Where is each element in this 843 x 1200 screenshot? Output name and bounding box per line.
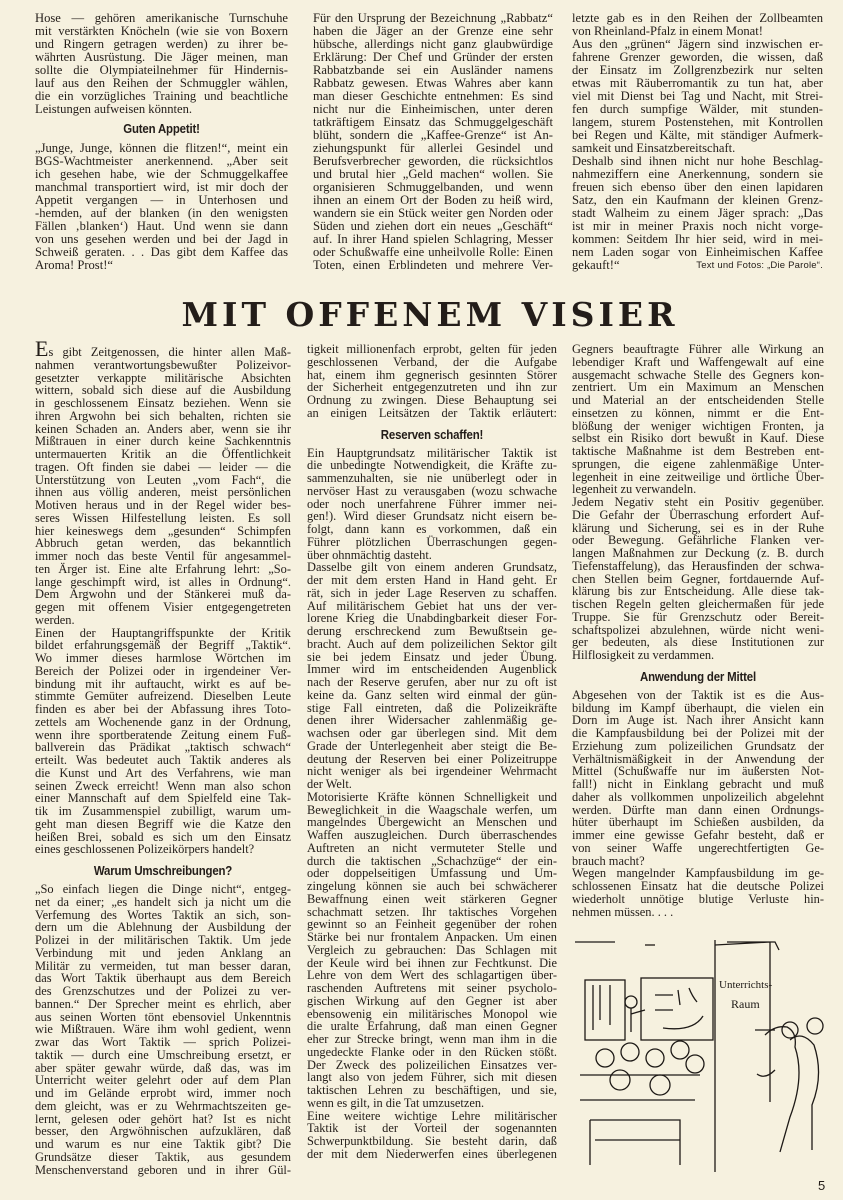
text-line: immer eine gewisse Gefahr besteht, daß er xyxy=(572,828,824,842)
text-line: Die Gefahr der Überraschung erfordert Auf- xyxy=(572,507,824,522)
text-line: Leistungen aufweisen könnten. xyxy=(35,102,193,116)
text-line: Rabbatzbande sei ein Ausländer namens xyxy=(313,63,553,77)
text-line: die ein vorzügliches Training und beachtliche xyxy=(35,89,288,103)
text-line: Vergleich zu gebrauchen: Das Schlagen mit xyxy=(307,942,557,957)
text-line: finden es aber bei der Abfassung ihres Toto- xyxy=(35,702,291,716)
text-line: Aroma! Prost!“ xyxy=(35,258,113,272)
text-line: Bereich der Polizei oder in irgendeiner Ver- xyxy=(35,663,291,678)
text-line: wenn es gilt, in die Tat umzusetzen. xyxy=(307,1095,485,1110)
text-line: Jedem Negativ steht ein Positiv gegenüber. xyxy=(572,495,824,509)
text-line: die Kampfausbildung bei der Polizei mit der xyxy=(572,726,824,740)
text-line: Abbruch getan werden, das bekanntlich xyxy=(35,536,291,551)
text-line: von Rheinland-Pfalz in einem Monat! xyxy=(572,24,763,38)
text-line: gewinnt so an Feinheit gegenüber der rohen xyxy=(307,917,557,932)
text-line: gischen Wirkung auf den Gegner ist aber xyxy=(307,993,557,1008)
text-line: fahrene Grenzer geworden, die wissen, daß xyxy=(572,50,823,64)
text-line: Rabbatz gewesen. Etwas Wahres aber kann xyxy=(313,76,553,90)
text-line: ebensowenig ein militärisches Monopol wie xyxy=(307,1006,557,1021)
text-line: untermauerten Kritik an die Öffentlichkeit xyxy=(35,447,291,461)
text-line: manchmal transportiert wird, ist mir doch der xyxy=(35,180,288,194)
paragraph xyxy=(307,1110,557,1161)
text-line: oder doppelseitigen Umfassung und Um- xyxy=(307,866,557,881)
text-line: ungedeckte Flanke oder in den Rücken stößt. xyxy=(307,1044,557,1059)
text-line: Abgesehen von der Taktik ist es die Aus- xyxy=(572,687,824,702)
text-line: viel mit Dienst bei Tag und Nacht, mit Strei- xyxy=(572,89,823,103)
text-line: Verfemung des Wortes Taktik an sich, son- xyxy=(35,907,291,922)
text-line: keine da. Ganz selten wird einmal der gün- xyxy=(307,687,557,702)
paragraph xyxy=(35,627,291,857)
text-line: Fällen ‚blanken‘) Haut. Und wenn sie dann xyxy=(35,219,288,233)
text-line: mangelndes Übergewicht an Menschen und xyxy=(307,815,557,830)
text-line: lernt, gelesen oder gehört hat? Ist es nicht xyxy=(35,1111,291,1126)
text-line: heißen Brei, sobald es sich um den Einsatz xyxy=(35,829,291,844)
text-line: bindung mit ihr auftaucht, wirkt es auf be- xyxy=(35,676,291,691)
text-line: etwas mit Räuberromantik zu tun hat, aber xyxy=(572,76,823,90)
text-line: aber später gewahr würde, daß das, was im xyxy=(35,1060,291,1075)
text-line: -hemden, auf der blanken (in den wenigsten xyxy=(35,206,288,220)
text-line: mit verstärkten Knöcheln (wie sie von Boxern xyxy=(35,24,288,38)
text-line: sammenzuhalten, sie nie unüberlegt oder in xyxy=(307,471,557,485)
text-line: lebendiger Kraft und Waffengewalt auf eine xyxy=(572,354,824,369)
text-line: taktischen Lehren zu beschäftigen, und sie, xyxy=(307,1083,557,1097)
paragraph xyxy=(307,791,557,1110)
text-line: Wo immer dieses harmlose Wörtchen im xyxy=(35,651,291,665)
text-line: zingelung können sie auch bei schwächerer xyxy=(307,879,557,893)
text-line: die Kunst und Art des Verfahrens, wie man xyxy=(35,765,291,780)
text-line: daher als vollkommen unpolizeilich abgelehnt xyxy=(572,789,824,804)
text-line: Appetit vergangen — in Unterhosen und xyxy=(35,193,288,207)
text-line: nervöser Hast zu verausgaben (wozu schwache xyxy=(307,483,557,498)
text-line: bildung im Kampf überhaupt, die vielen ein xyxy=(572,700,824,715)
text-line: bei Regen und Kälte, mit ständiger Aufmerk- xyxy=(572,128,823,142)
text-line: stimmte Gemüter aufreizend. Dieselben Leute xyxy=(35,689,291,704)
text-line: Menschenverstand geboren und in ihrer Gül- xyxy=(35,1162,291,1177)
text-line: ist mir in meiner Praxis noch nicht vorge- xyxy=(572,219,823,233)
text-line: keinen Schaden an. Anders aber, wenn sie ihr xyxy=(35,421,291,436)
text-line: Taktik ist der Vorteil der sogenannten xyxy=(307,1121,557,1136)
paragraph xyxy=(35,12,288,116)
text-line: Militär zu vermeiden, tut man besser daran, xyxy=(35,958,291,973)
text-line: Deshalb sind ihnen nicht nur hohe Beschlag- xyxy=(572,154,823,168)
text-line: man dieser Geschichte entnehmen: Es sind xyxy=(313,89,553,103)
article-title: MIT OFFENEM VISIER xyxy=(181,295,679,334)
top-column-3 xyxy=(572,12,823,272)
text-line: tragen. Oft finden sie dabei — leider — die xyxy=(35,459,291,474)
text-line: eher zur Strecke bringt, wenn man ihm in die xyxy=(307,1032,557,1046)
text-line: wiederholt unnötige blutige Verluste hin- xyxy=(572,891,824,906)
text-line: nahmen verantwortungsbewußter Polizeivor- xyxy=(35,357,291,372)
paragraph xyxy=(307,561,557,791)
paragraph xyxy=(572,155,823,272)
text-line: nahmeziffern eine Anerkennung, sondern sie xyxy=(572,167,823,181)
text-line: sprungen, die eigene zahlenmäßige Unter- xyxy=(572,456,824,471)
text-line: Für den Ursprung der Bezeichnung „Rabbatz“ xyxy=(313,11,553,25)
text-line: hübsche, allerdings nicht ganz glaubwürdige xyxy=(313,37,553,51)
text-line: ihnen an einem Ort der Boden zu heiß wird, xyxy=(313,193,553,207)
text-line: nicht weniger als bei irgendeiner Wehrmacht xyxy=(307,764,557,779)
text-line: wittern, sobald sich diese auf die Ausbildung xyxy=(35,383,291,398)
text-line: taktik — durch eine Umschreibung ersetzt, er xyxy=(35,1047,291,1062)
text-line: Immer wird im entscheidenden Augenblick xyxy=(307,662,557,677)
text-line: erteilt. Was bedeutet auch Taktik anderes als xyxy=(35,753,291,767)
paragraph xyxy=(35,336,291,627)
text-line: letzte gab es in den Reihen der Zollbeamten xyxy=(572,11,823,25)
text-line: durch die taktischen „Schachzüge“ der ein- xyxy=(307,853,557,868)
text-line: wenn ihre sportberatende Zeitung einem Fuß- xyxy=(35,727,291,742)
text-line: lorene Krieg die Unabdingbarkeit dieser For- xyxy=(307,611,557,626)
paragraph xyxy=(572,12,823,38)
text-line: ausgemacht schwache Stelle des Gegners kon- xyxy=(572,367,824,382)
text-line: einer Mannschaft auf dem Spielfeld eine Tak- xyxy=(35,791,291,806)
text-line: Hilflosigkeit zu verdammen. xyxy=(572,648,715,662)
text-line: Eine weitere wichtige Lehre militärischer xyxy=(307,1108,557,1123)
text-line: Stärke bei nur frontalem Anpacken. Um einen xyxy=(307,930,557,944)
text-line: der Einsatz im Zollgrenzbezirk nur selten xyxy=(572,63,823,77)
text-line: und Ringern getragen werden) zu ihrer be- xyxy=(35,37,288,51)
paragraph xyxy=(572,38,823,155)
text-line: hat, einem ihm gegnerisch gesinnten Störer xyxy=(307,367,557,382)
text-line: oder Bewegung. Gefährliche Flanken ver- xyxy=(572,533,824,548)
text-line: langen Maßnahmen zur Deckung (z. B. durch xyxy=(572,546,824,560)
text-line: legenheit in eine zeitweilige und örtliche Über- xyxy=(572,469,824,484)
article-column-3 xyxy=(572,343,824,918)
text-line: gen!). Wird dieser Grundsatz nicht eisern be- xyxy=(307,509,557,524)
text-line: Lehre von dem Wert des schlagartigen über- xyxy=(307,968,557,983)
text-line: lange geschimpft wird, ist alles in Ordnung“. xyxy=(35,574,291,589)
text-line: werden. Dürfte man dann einen Ordnungs- xyxy=(572,802,824,817)
text-line: ihren Argwohn bei sich behalten, richten sie xyxy=(35,408,291,423)
classroom-cartoon-illustration xyxy=(575,940,840,1172)
text-line: hüter überhaupt im Schießen ausbilden, da xyxy=(572,815,824,830)
text-line: tischen Regeln gelten gleichermaßen für jede xyxy=(572,597,824,611)
text-line: Polizei in der militärischen Taktik. Um jede xyxy=(35,933,291,947)
text-line: gesetzter verkappte militärische Absichten xyxy=(35,370,291,385)
text-line: an einigen Leitsätzen der Taktik erläutert: xyxy=(307,405,557,420)
text-line: klärung bis zur Entscheidung. Alle diese tak- xyxy=(572,584,824,599)
text-line: von seiner Waffe ungerechtfertigten Ge- xyxy=(572,840,824,855)
text-line: Dorn im Auge ist. Nach ihrer Ansicht kann xyxy=(572,713,824,728)
text-line: nem Laden sogar von Einheimischen Kaffee xyxy=(572,245,823,259)
section-heading: Anwendung der Mittel xyxy=(640,668,756,684)
paragraph xyxy=(35,883,291,1176)
text-line: schachmatt setzen. Ihr taktisches Vorgehen xyxy=(307,904,557,919)
text-line: Verhältnismäßigkeit in der Anwendung der xyxy=(572,751,824,766)
text-line: Truppe. Sie für Grenzschutz oder Bereit- xyxy=(572,609,824,624)
text-line: geschlossenen Verband, der die Aufgabe xyxy=(307,354,557,369)
text-line: Toten, einen Erblindeten und mehrere Ver- xyxy=(313,258,553,272)
text-line: Führer plötzlichen Überraschungen gegen- xyxy=(307,534,557,549)
text-line: langem, sturem Postenstehen, mit Kontrollen xyxy=(572,115,823,129)
text-line: Beweglichkeit in die Waagschale werfen, um xyxy=(307,802,557,817)
text-line: der Welt. xyxy=(307,777,352,791)
text-line: Der Zweck des polizeilichen Einsatzes ver- xyxy=(307,1057,557,1072)
paragraph xyxy=(307,343,557,420)
text-line: immer noch das beste Ventil für angesammel- xyxy=(35,549,291,563)
text-line: ger bedeuten, als diese Institutionen zur xyxy=(572,635,824,650)
text-line: wachsen oder gar überlegen sind. Mit dem xyxy=(307,726,557,740)
text-line: Mittel (Schußwaffe nur im äußersten Not- xyxy=(572,764,824,779)
text-line: Schwerpunktbildung. Sie besteht darin, daß xyxy=(307,1134,557,1148)
text-line: Satz, den ein Kaufmann der kleinen Grenz- xyxy=(572,193,823,207)
text-line: nach der Reserve gerufen, aber nur zu oft ist xyxy=(307,675,557,689)
text-line: klärung und Sicherung, sei es in der Ruhe xyxy=(572,520,824,535)
text-line: besser, den Argwöhnischen aufzuklären, daß xyxy=(35,1124,291,1139)
section-heading: Guten Appetit! xyxy=(123,121,200,136)
text-line: zettels am Wochenende ganz in der Ordnung, xyxy=(35,714,291,729)
text-line: Mißtrauen in einer durch keine Sachkenntnis xyxy=(35,434,291,449)
text-line: haben die Jäger an der Grenze eine sehr xyxy=(313,24,553,38)
text-line: hier keineswegs dem „gesunden“ Schimpfen xyxy=(35,523,291,538)
text-line: Es gibt Zeitgenossen, die hinter allen Maß- xyxy=(35,336,291,361)
text-line: dem gleicht, was er zu Wehrmachtszeiten ge- xyxy=(35,1098,291,1113)
text-line: dern um die Ablehnung der Ausbildung der xyxy=(35,920,291,935)
text-line: langt also von jedem Führer, sich mit diesen xyxy=(307,1070,557,1085)
text-line: zwar das Wort Taktik — sprich Polizei- xyxy=(35,1035,291,1049)
text-line: oder noch unerfahrene Führer immer nei- xyxy=(307,496,557,511)
text-line: Berufsverbrecher geworden, die rücksichtlos xyxy=(313,154,553,168)
text-line: fen durch sumpfige Wälder, mit stunden- xyxy=(572,102,823,116)
text-line: werden. xyxy=(35,612,75,627)
door-sign-line-1: Unterrichts- xyxy=(719,979,773,991)
text-line: ten Ärger ist. Eine alte Erfahrung lehrt: „So- xyxy=(35,561,291,576)
text-line: sollte die Olympiateilnehmer für Hindernis- xyxy=(35,63,288,77)
text-line: Auftreten an nicht vermuteter Stelle und xyxy=(307,840,557,855)
text-line: Verbindung mit und jeden Anklang an xyxy=(35,945,291,960)
text-line: der mit dem ersten Hand in Hand geht. Er xyxy=(307,573,557,587)
text-line: Motorisierte Kräfte können Schnelligkeit und xyxy=(307,789,557,804)
text-line: Erziehung zum polizeilichen Grundsatz der xyxy=(572,738,824,753)
text-line: seinen Zweck erreicht! Wenn man also schon xyxy=(35,778,291,793)
text-line: brauch macht? xyxy=(572,853,645,868)
paragraph xyxy=(572,496,824,662)
text-line: und Material an der entscheidenden Stelle xyxy=(572,393,824,407)
paragraph xyxy=(572,343,824,496)
text-line: einsetzen zu können, nimmt er die Ent- xyxy=(572,405,824,420)
text-line: gekauft!“ xyxy=(572,258,620,272)
text-line: rät, sich in jeder Lage Reserven zu schaffen. xyxy=(307,585,557,600)
text-line: Unterricht weiter gelehrt oder auf dem Plan xyxy=(35,1073,291,1088)
text-line: gegen mit offenem Visier entgegengetreten xyxy=(35,600,291,614)
text-line: raschenden Auftretens mit seiner psycholo- xyxy=(307,981,557,995)
text-line: ihnen aus völlig anderen, meist persönlichen xyxy=(35,485,291,500)
paragraph xyxy=(307,447,557,562)
text-line: organisieren Schmuggelbanden, und wenn xyxy=(313,180,553,194)
text-line: oder Schußwaffe eine unheilvolle Rolle: Einen xyxy=(313,245,553,259)
top-column-2 xyxy=(313,12,553,272)
text-line: Aus den „grünen“ Jägern sind inzwischen er- xyxy=(572,37,823,51)
text-line: blüht, sondern die „Kaffee-Grenze“ ist An- xyxy=(313,128,553,142)
text-line: eines geschlossenen Polizeikörpers handelt? xyxy=(35,842,255,857)
text-line: Bewaffnung einen weit stärkeren Gegner xyxy=(307,891,557,906)
text-line: Grundsätze dieser Taktik, aus gesundem xyxy=(35,1149,291,1164)
text-line: wandern sie ein Stück weiter gen Norden oder xyxy=(313,206,553,220)
text-line: freuen sich ebenso über den einen lapidaren xyxy=(572,180,823,194)
text-line: die unbedingte Notwendigkeit, die Kräfte zu- xyxy=(307,458,557,473)
text-line: das Wort Taktik überhaupt aus dem Bereich xyxy=(35,971,291,986)
text-line: ich gesehen habe, wie der Schmuggelkaffee xyxy=(35,167,288,181)
text-line: „So einfach liegen die Dinge nicht“, entgeg- xyxy=(35,882,291,896)
text-line: bildet erfahrungsgemäß der Begriff „Taktik“. xyxy=(35,638,291,653)
text-line: bracht. Auch auf dem polizeilichen Sektor gilt xyxy=(307,636,557,651)
text-line: Wegen mangelnder Kampfausbildung im ge- xyxy=(572,866,824,881)
text-line: Auf militärischem Gebiet hat uns der ver- xyxy=(307,598,557,613)
text-line: und warum es nur eine Taktik gibt? Die xyxy=(35,1137,291,1151)
text-line: Einen der Hauptangriffspunkte der Kritik xyxy=(35,625,291,640)
text-line: tatkräftigem Einsatz das Schmuggelgeschäft xyxy=(313,115,553,129)
text-line: Unterstützung von Leuten „vom Fach“, die xyxy=(35,472,291,487)
paragraph xyxy=(572,689,824,868)
text-line: kommen: Seitdem Ihr hier seid, wird in mei- xyxy=(572,232,823,246)
text-line: in geschlossenem Einsatz beziehen. Wenn sie xyxy=(35,396,291,410)
text-line: tigkeit millionenfach erprobt, gelten für jeden xyxy=(307,342,557,356)
text-line: die uralte Erfahrung, daß man einen Gegner xyxy=(307,1019,557,1034)
text-line: Hose — gehören amerikanische Turnschuhe xyxy=(35,11,288,25)
text-line: Grade der Unterlegenheit aber steigt die Be- xyxy=(307,738,557,753)
text-line: sie bei jedem Einsatz und jeder Übung. xyxy=(307,649,557,664)
text-line: blößung der weniger wichtigen Fronten, ja xyxy=(572,418,824,433)
text-line: schlossenen Einsatz hat die deutsche Polizei xyxy=(572,879,824,893)
text-line: Tiefenstaffelung), das Herausfinden der schwa- xyxy=(572,558,824,573)
section-heading: Reserven schaffen! xyxy=(380,426,484,442)
text-line: ziehungspunkt für allerlei Gesindel und xyxy=(313,141,553,155)
text-line: seres Wissen Hilfestellung leisten. Es soll xyxy=(35,510,291,525)
text-line: Schweiß geraten. . . Das gibt dem Kaffee das xyxy=(35,245,288,259)
text-line: aus seinen Worten tönt ebensoviel Unkenntnis xyxy=(35,1009,291,1024)
text-line: tik im Zusammenspiel zubilligt, warum um- xyxy=(35,804,291,818)
text-line: chen Stellen beim Gegner, fortdauernde Auf- xyxy=(572,571,824,586)
text-line: samkeit und Einsatzbereitschaft. xyxy=(572,141,736,155)
text-line: wie Mißtrauen. Wäre ihm wohl gedient, wenn xyxy=(35,1022,291,1037)
text-line: ballverein das Prädikat „taktisch schwach“ xyxy=(35,740,291,755)
text-line: Dasselbe gilt von einem anderen Grundsatz, xyxy=(307,560,557,575)
text-line: Waffen auszugleichen. Durch überraschendes xyxy=(307,828,557,842)
text-line: net da einer; „es handelt sich ja nicht um die xyxy=(35,894,291,909)
text-line: bannen.“ Der Sprecher meint es ehrlich, aber xyxy=(35,996,291,1011)
text-line: „Junge, Junge, können die flitzen!“, meint ein xyxy=(35,141,288,155)
top-column-1 xyxy=(35,12,288,272)
photo-credit: Text und Fotos: „Die Parole“. xyxy=(696,260,823,271)
text-line: taktische Maßnahme ist dem Bestreben ent- xyxy=(572,444,824,458)
text-line: Motiven heraus und in der Regel wider bes- xyxy=(35,498,291,512)
text-line: auf. In ihrer Hand spielen Schlagring, Messer xyxy=(313,232,553,246)
text-line: über ohnmächtig dasteht. xyxy=(307,547,432,562)
text-line: der Sicherheit entgegenzutreten und ihn zur xyxy=(307,380,557,395)
text-line: Gegners beauftragte Führer alle Wirkung an xyxy=(572,342,824,356)
text-line: Dem Argwohn und der Stänkerei muß da- xyxy=(35,587,291,602)
door-sign-line-2: Raum xyxy=(731,997,760,1011)
text-line: lauf aus den Reihen der Schmuggler wählen, xyxy=(35,76,288,90)
text-line: Süden und ziehen dort ein neues „Geschäft“ xyxy=(313,219,553,233)
paragraph xyxy=(313,12,553,272)
text-line: schaftspolizei abzulehnen, würde nicht weni- xyxy=(572,622,824,637)
paragraph xyxy=(572,867,824,918)
text-line: der mit dem Niederwerfen eines überlegenen xyxy=(307,1146,557,1161)
text-line: legenheit zu verwandeln. xyxy=(572,482,697,497)
text-line: derung erschreckend zum Bewußtsein ge- xyxy=(307,624,557,638)
article-column-2 xyxy=(307,343,557,1161)
article-column-1 xyxy=(35,336,291,1177)
text-line: selbst ein Risiko dort bewußt in Kauf. Diese xyxy=(572,431,824,446)
text-line: und brutal hier „Geld machen“ wollen. Sie xyxy=(313,167,553,181)
text-line: deutung der Reserven bei einer Polizeitruppe xyxy=(307,751,557,766)
text-line: zentriert. Um ein Maximum an Menschen xyxy=(572,380,824,395)
text-line: der Keule wird bei ihnen zur Fechtkunst. Die xyxy=(307,955,557,970)
text-line: Erklärung: Der Chef und Gründer der ersten xyxy=(313,50,553,64)
page-number: 5 xyxy=(818,1178,826,1193)
paragraph xyxy=(35,142,288,272)
text-line: denen ihrer Widersacher zahlenmäßig ge- xyxy=(307,713,557,728)
text-line: nicht nur die Einheimischen, unter deren xyxy=(313,102,553,116)
text-line: und im Gelände erprobt wird, immer noch xyxy=(35,1086,291,1100)
text-line: Ein Hauptgrundsatz militärischer Taktik ist xyxy=(307,445,557,460)
text-line: fall!) nicht in Einklang gebracht und muß xyxy=(572,777,824,791)
text-line: stadt Walheim zu einem Jäger sprach: „Das xyxy=(572,206,823,220)
text-line: stige Fall eintreten, daß die Polizeikräfte xyxy=(307,700,557,715)
text-line: folgt, dann kann es vorkommen, daß ein xyxy=(307,522,557,536)
text-line: von uns gesehen werden und bei der Jagd in xyxy=(35,232,288,246)
text-line: nehmen müssen. . . . xyxy=(572,904,674,919)
text-line: währten Ausrüstung. Die Jäger meinen, man xyxy=(35,50,288,64)
text-line: des Grenzschutzes und der Polizei zu ver- xyxy=(35,984,291,998)
text-line: Ordnung zu zwingen. Diese Behauptung sei xyxy=(307,393,557,407)
section-heading: Warum Umschreibungen? xyxy=(93,863,233,878)
text-line: BGS-Wachtmeister anerkennend. „Aber seit xyxy=(35,154,288,168)
text-line: geht man diesen Begriff wie die Katze den xyxy=(35,816,291,831)
